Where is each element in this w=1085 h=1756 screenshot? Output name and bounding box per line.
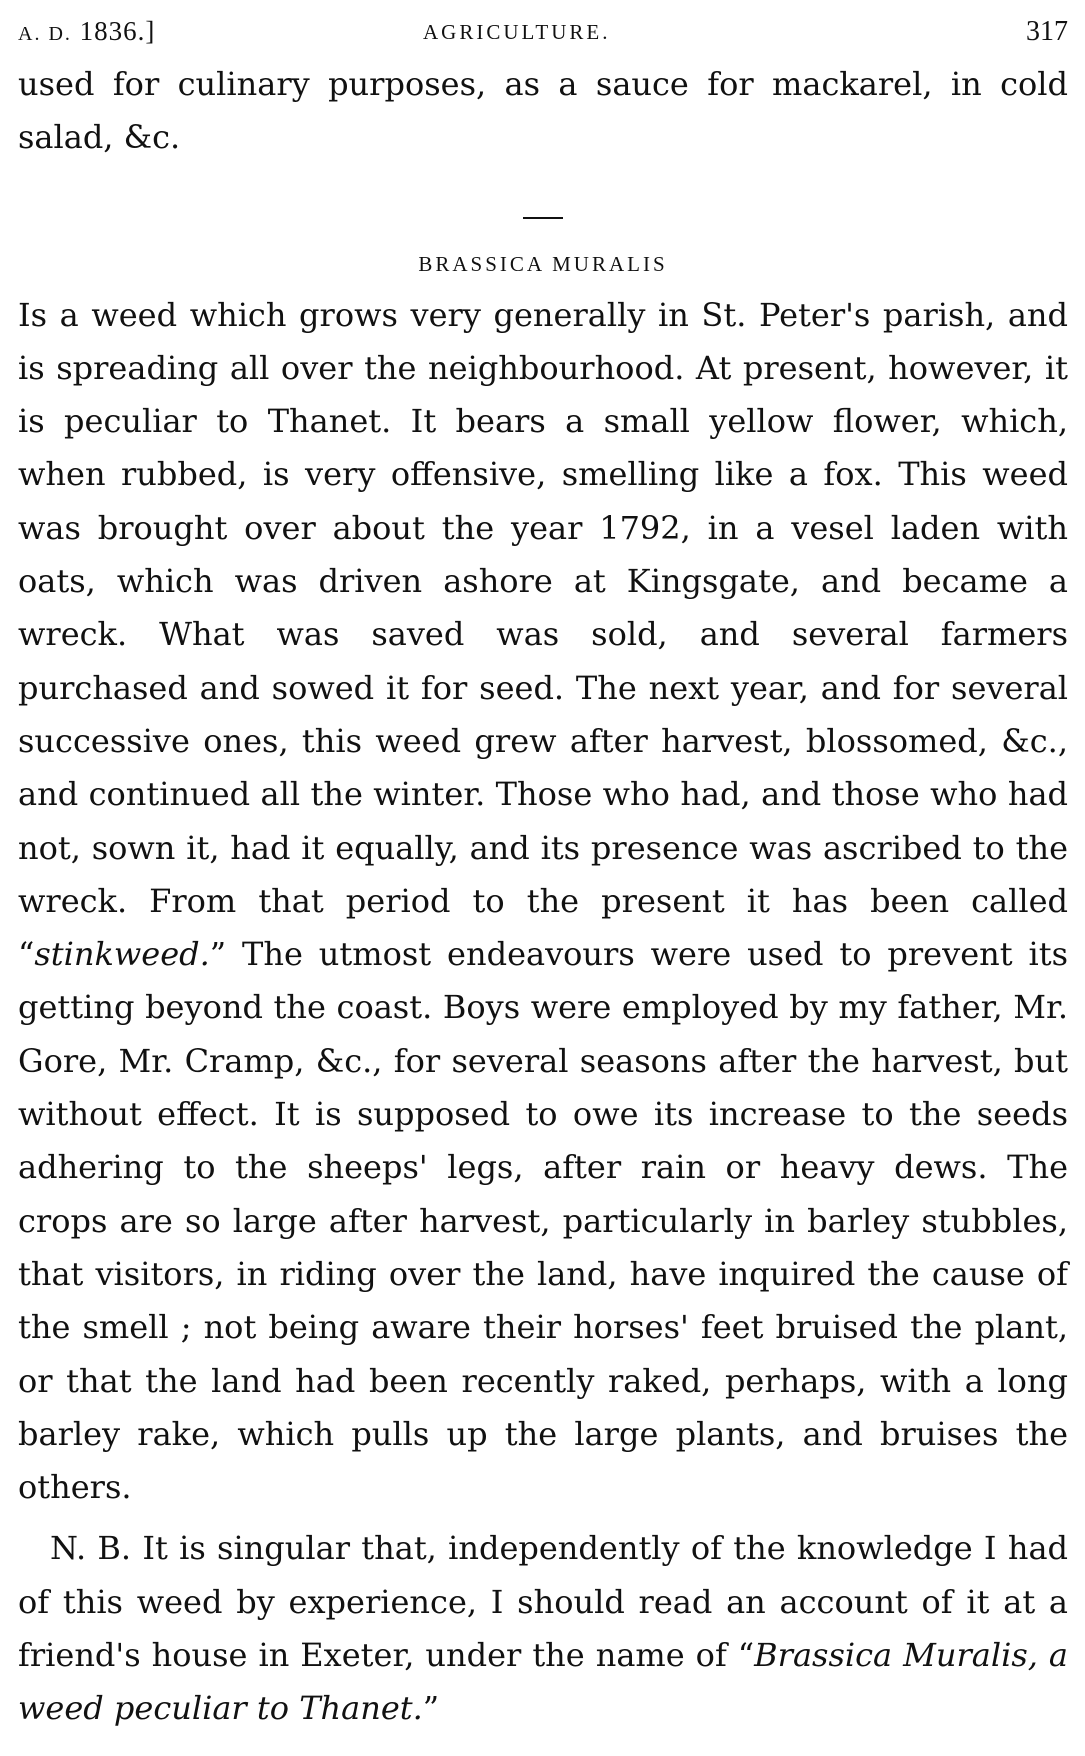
section-divider-rule bbox=[523, 217, 563, 219]
book-page bbox=[18, 8, 1068, 1736]
page-number: 317 bbox=[1026, 16, 1068, 47]
note-paragraph bbox=[18, 1522, 1068, 1735]
running-head-era: A. D. bbox=[18, 23, 72, 45]
main-paragraph bbox=[18, 289, 1068, 1515]
quoted-name-stinkweed: stinkweed. bbox=[34, 935, 210, 974]
main-paragraph-text: Is a weed which grows very generally in St. Peter's parish, and is spreading all over the neighbourhood. At present, however, it is peculiar to Thanet. It bears a small yellow flower, which, when rubbed, is very offensive, smelling like a fox. This weed was brought over about the year 1792, in a vesel laden with oats, which was driven ashore at Kingsgate, and became a wreck. What was saved was sold, and several farmers purchased and sowed it for seed. The next year, and for several successive ones, this weed grew after harvest, blossomed, &c., and continued all the winter. Those who had, and those who had not, sown it, had it equally, and its presence was ascribed to the wreck. From that period to the present it has been called “ bbox=[18, 295, 1068, 974]
note-closing-quote: ” bbox=[422, 1689, 440, 1728]
running-head bbox=[18, 8, 1068, 52]
section-heading: BRASSICA MURALIS bbox=[418, 251, 668, 276]
note-paragraph-text: N. B. It is singular that, independently of the knowledge I had of this weed by experience, I should read an account of it at a friend's house in Exeter, under the name of “ bbox=[18, 1529, 1068, 1675]
running-head-year: 1836.] bbox=[79, 16, 156, 46]
main-paragraph-text-continued: ” The utmost endeavours were used to prevent its getting beyond the coast. Boys were employed by my father, Mr. Gore, Mr. Cramp, &c., for several seasons after the harvest, but without effect. It is supposed to owe its increase to the seeds adhering to the sheeps' legs, after rain or heavy dews. The crops are so large after harvest, particularly in barley stubbles, that visitors, in riding over the land, have inquired the cause of the smell ; not being aware their horses' feet bruised the plant, or that the land had been recently raked, perhaps, with a long barley rake, which pulls up the large plants, and bruises the others. bbox=[18, 935, 1068, 1507]
continuation-paragraph: used for culinary purposes, as a sauce for mackarel, in cold salad, &c. bbox=[18, 65, 1068, 157]
quoted-title: Brassica Muralis, a weed peculiar to Thanet. bbox=[18, 1636, 1069, 1728]
running-head-section: AGRICULTURE. bbox=[423, 20, 611, 44]
running-head-date bbox=[18, 16, 155, 47]
